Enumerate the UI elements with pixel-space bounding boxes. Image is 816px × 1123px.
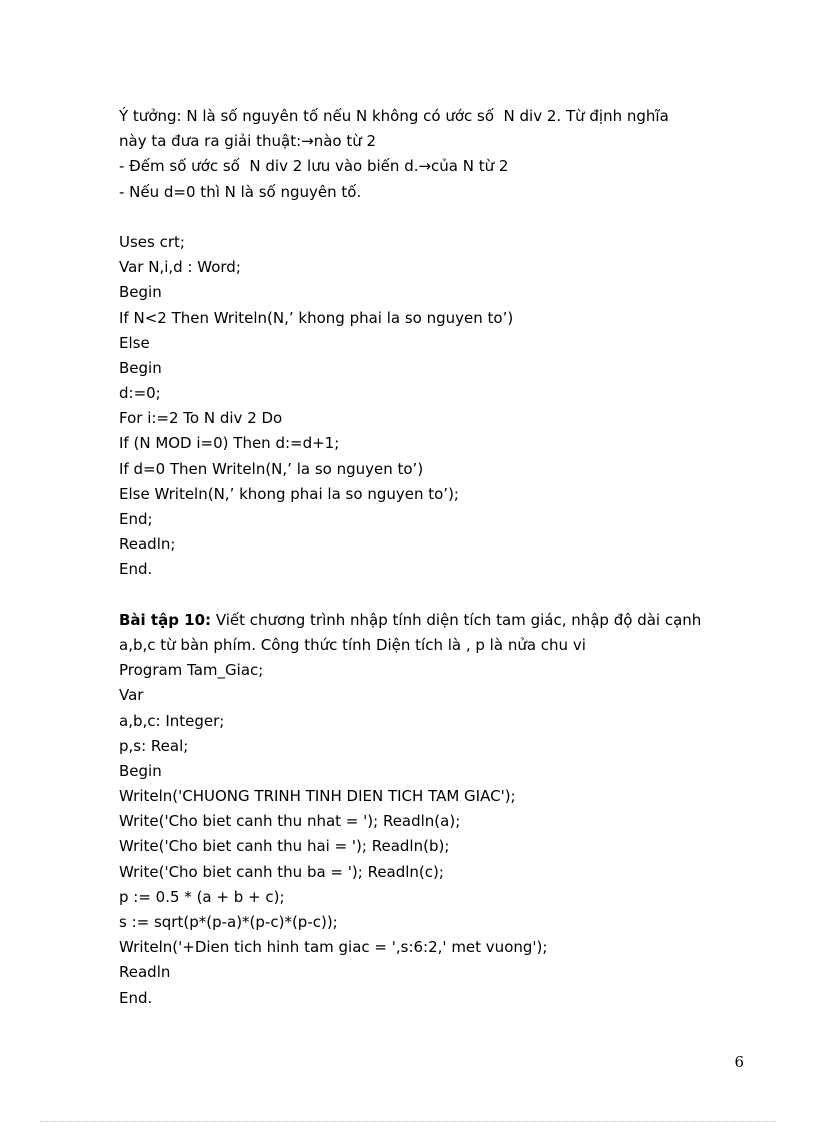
code-line: Begin	[119, 761, 162, 780]
code-line: Readln	[119, 963, 171, 982]
blank-line	[119, 583, 759, 608]
idea-paragraph	[119, 104, 759, 205]
code-line: Write('Cho biet canh thu nhat = '); Readln(a);	[119, 812, 461, 831]
code-line: Write('Cho biet canh thu ba = '); Readln(c);	[119, 862, 444, 881]
code-line: End;	[119, 510, 153, 528]
code-line: Var N,i,d : Word;	[119, 258, 241, 277]
idea-line: - Nếu d=0 thì N là số nguyên tố.	[119, 182, 362, 201]
code-line: End.	[119, 988, 153, 1007]
idea-line: Ý tưởng: N là số nguyên tố nếu N không có ước số N div 2. Từ định nghĩa	[119, 107, 669, 125]
blank-line	[119, 205, 759, 230]
idea-line: - Đếm số ước số N div 2 lưu vào biến d.→của N từ 2	[119, 157, 509, 176]
code-line: If (N MOD i=0) Then d:=d+1;	[119, 434, 340, 453]
exercise-label: Bài tập 10:	[119, 610, 212, 629]
code-line: End.	[119, 560, 153, 579]
code-line: Writeln('+Dien tich hinh tam giac = ',s:6:2,' met vuong');	[119, 938, 548, 957]
exercise-heading	[119, 608, 759, 658]
code-line: Else	[119, 333, 150, 352]
code-line: d:=0;	[119, 384, 161, 403]
idea-line: này ta đưa ra giải thuật:→nào từ 2	[119, 132, 377, 151]
page-content	[119, 104, 759, 1011]
code-line: Program Tam_Giac;	[119, 661, 264, 680]
code-line: Var	[119, 686, 144, 705]
page-bottom-divider	[40, 1121, 776, 1122]
code-line: Readln;	[119, 535, 176, 554]
code-line: Uses crt;	[119, 232, 185, 251]
code-line: s := sqrt(p*(p-a)*(p-c)*(p-c));	[119, 913, 338, 931]
code-line: p,s: Real;	[119, 736, 189, 755]
code-line: p := 0.5 * (a + b + c);	[119, 887, 285, 906]
code-line: Writeln('CHUONG TRINH TINH DIEN TICH TAM GIAC');	[119, 787, 516, 806]
triangle-area-code	[119, 658, 759, 1011]
code-line: Else Writeln(N,’ khong phai la so nguyen to’);	[119, 484, 459, 503]
exercise-line: a,b,c từ bàn phím. Công thức tính Diện tích là , p là nửa chu vi	[119, 635, 586, 654]
code-line: Write('Cho biet canh thu hai = '); Readln(b);	[119, 837, 450, 856]
code-line: Begin	[119, 358, 162, 377]
code-line: For i:=2 To N div 2 Do	[119, 409, 283, 428]
code-line: If N<2 Then Writeln(N,’ khong phai la so nguyen to’)	[119, 308, 514, 327]
code-line: a,b,c: Integer;	[119, 711, 225, 730]
prime-check-code	[119, 230, 759, 583]
exercise-line	[119, 608, 759, 633]
exercise-text: Viết chương trình nhập tính diện tích tam giác, nhập độ dài cạnh	[211, 610, 702, 629]
code-line: If d=0 Then Writeln(N,’ la so nguyen to’)	[119, 459, 424, 478]
code-line: Begin	[119, 283, 162, 302]
page-number: 6	[734, 1053, 744, 1071]
